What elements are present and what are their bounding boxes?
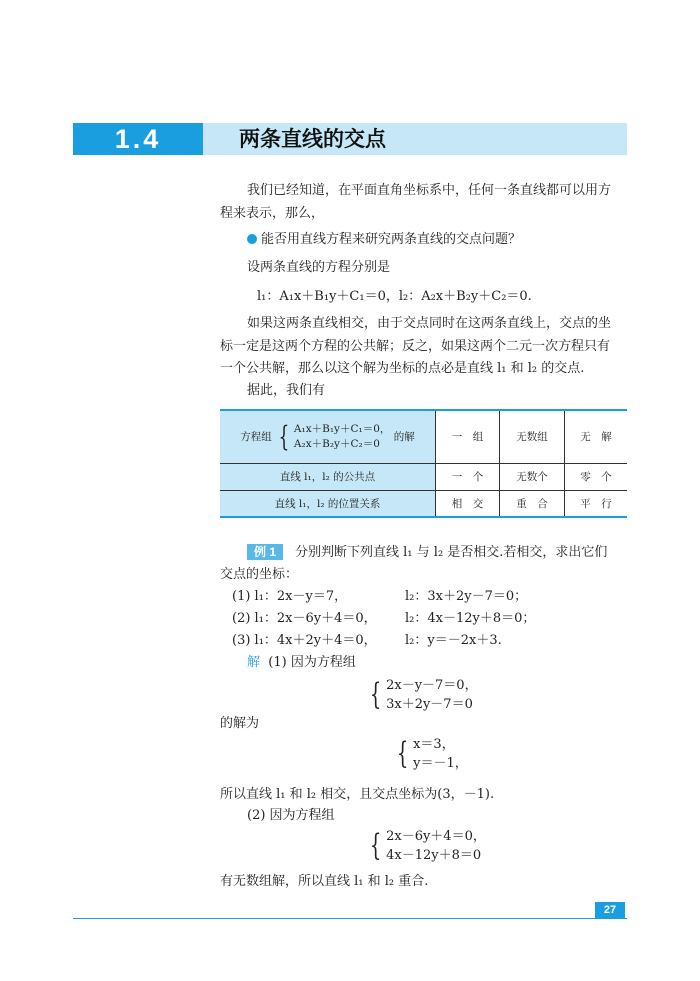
- brace: {: [369, 828, 382, 863]
- eq1: A₁x＋B₁y＋C₁＝0，: [293, 422, 391, 435]
- para-line-2: 标一定是这两个方程的公共解；反之，如果这两个二元一次方程只有: [220, 339, 611, 354]
- bullet-dot-icon: [247, 234, 257, 244]
- system-1: [366, 676, 478, 714]
- intro-line-1: 我们已经知道，在平面直角坐标系中，任何一条直线都可以用方: [247, 183, 612, 198]
- table-cell: 相 交: [436, 490, 500, 517]
- table-row: [220, 410, 627, 463]
- question-text: 能否用直线方程来研究两条直线的交点问题？: [261, 232, 522, 247]
- solution-2-intro: (2) 因为方程组: [247, 808, 335, 823]
- footer-divider: [73, 918, 627, 919]
- line-equations: l₁：A₁x＋B₁y＋C₁＝0，l₂：A₂x＋B₂y＋C₂＝0.: [257, 289, 532, 304]
- example-item-3b: l₂：y＝－2x＋3.: [405, 633, 502, 648]
- section-number: 1.4: [73, 123, 203, 155]
- eq: 2x－6y＋4＝0，: [386, 829, 486, 844]
- table-header-cell: [220, 410, 436, 463]
- table-cell: 无 解: [565, 410, 628, 463]
- table-cell: 零 个: [565, 463, 628, 490]
- intro-line-2: 程来表示，那么，: [220, 206, 325, 221]
- prefix: 方程组: [240, 430, 272, 443]
- brace: {: [369, 677, 382, 712]
- para-line-3: 一个公共解，那么以这个解为坐标的点必是直线 l₁ 和 l₂ 的交点.: [220, 361, 585, 376]
- table-cell: 无数组: [500, 410, 565, 463]
- table-row: [220, 490, 627, 517]
- summary-table: [220, 409, 627, 518]
- solution-1-conclusion: 所以直线 l₁ 和 l₂ 相交，且交点坐标为(3，－1).: [220, 787, 495, 802]
- example-prompt-line-1: [247, 544, 607, 561]
- solution-1-mid: 的解为: [220, 716, 260, 731]
- section-title: 两条直线的交点: [239, 126, 386, 151]
- setup-text: 设两条直线的方程分别是: [247, 260, 391, 275]
- eq: x＝3，: [413, 737, 455, 752]
- solution-label: 解: [247, 655, 261, 670]
- solution-1-intro: [247, 655, 356, 671]
- eq: y＝－1，: [413, 756, 468, 771]
- eq: 4x－12y＋8＝0: [386, 848, 482, 863]
- example-item-1b: l₂：3x＋2y－7＝0；: [405, 589, 528, 604]
- eq: 3x＋2y－7＝0: [386, 697, 473, 712]
- table-cell: 无数个: [500, 463, 565, 490]
- example-item-2a: (2) l₁：2x－6y＋4＝0，: [232, 611, 377, 626]
- section-title-bar: [203, 123, 627, 155]
- example-badge: 例 1: [247, 544, 283, 560]
- table-row-label: 直线 l₁，l₂ 的公共点: [220, 463, 436, 490]
- system-1-solution: [393, 735, 468, 773]
- example-prompt-line-2: 交点的坐标：: [220, 567, 299, 582]
- eq2: A₂x＋B₂y＋C₂＝0: [293, 437, 380, 450]
- equation-system: [275, 419, 391, 453]
- example-item-3a: (3) l₁：4x＋2y＋4＝0，: [232, 633, 377, 648]
- table-cell: 一 组: [436, 410, 500, 463]
- hence-text: 据此，我们有: [247, 383, 326, 398]
- example-item-2b: l₂：4x－12y＋8＝0；: [405, 611, 536, 626]
- question: [247, 232, 521, 248]
- suffix: 的解: [393, 430, 415, 443]
- system-2: [366, 827, 486, 865]
- page-number: 27: [595, 902, 625, 918]
- prompt-text: 分别判断下列直线 l₁ 与 l₂ 是否相交.若相交，求出它们: [295, 545, 608, 560]
- table-row: [220, 463, 627, 490]
- example-item-1a: (1) l₁：2x－y＝7，: [232, 589, 348, 604]
- brace: {: [396, 736, 409, 771]
- table-cell: 一 个: [436, 463, 500, 490]
- para-line-1: 如果这两条直线相交，由于交点同时在这两条直线上，交点的坐: [247, 316, 612, 331]
- table-row-label: 直线 l₁，l₂ 的位置关系: [220, 490, 436, 517]
- sol1-intro-text: (1) 因为方程组: [268, 655, 356, 670]
- eq: 2x－y－7＝0，: [386, 678, 478, 693]
- table-cell: 平 行: [565, 490, 628, 517]
- solution-2-conclusion: 有无数组解，所以直线 l₁ 和 l₂ 重合.: [220, 874, 429, 889]
- table-cell: 重 合: [500, 490, 565, 517]
- brace: {: [278, 419, 290, 453]
